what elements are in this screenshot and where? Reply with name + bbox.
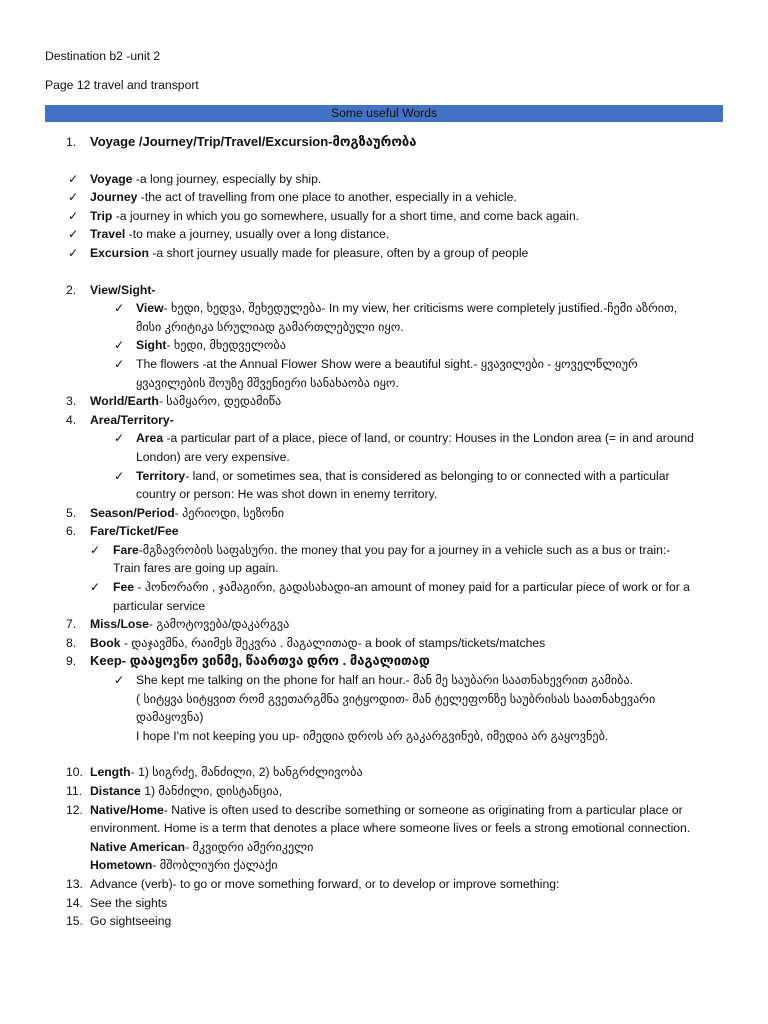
term: View: [136, 301, 164, 316]
list-item: [0, 467, 768, 486]
list-item-4: [0, 411, 768, 430]
item-number: 3.: [66, 394, 77, 409]
item-number: 13.: [66, 876, 83, 891]
definition: - 1) სიგრძე, მანძილი, 2) ხანგრძლივობა: [130, 765, 363, 780]
term: Voyage: [90, 171, 133, 186]
item-number: 14.: [66, 895, 83, 910]
checkmark-icon: ✓: [68, 171, 79, 186]
definition: - მკვიდრი ამერიკელი: [185, 839, 314, 854]
item-title: Book: [90, 635, 121, 650]
item-number: 2.: [66, 282, 77, 297]
list-item: [0, 207, 768, 226]
item-number: 4.: [66, 412, 77, 427]
list-item: [0, 355, 768, 374]
checkmark-icon: ✓: [68, 190, 79, 205]
list-item-1: [0, 133, 768, 152]
list-item: [0, 170, 768, 189]
term: Sight: [136, 338, 167, 353]
list-item: [0, 244, 768, 263]
term: Journey: [90, 190, 138, 205]
item-number: 15.: [66, 914, 83, 929]
term: Trip: [90, 208, 113, 223]
list-item-7: [0, 615, 768, 634]
definition: -a particular part of a place, piece of land, or country: Houses in the London area (= in and around: [163, 431, 694, 446]
vocabulary-list: [0, 133, 768, 931]
list-item-6: [0, 522, 768, 541]
item-title: Voyage /Journey/Trip/Travel/Excursion-მოგზაურობა: [90, 134, 417, 149]
definition: - გამოტოვება/დაკარგვა: [148, 617, 290, 632]
list-item-9: [0, 652, 768, 671]
item-number: 10.: [66, 765, 83, 780]
item-title: Miss/Lose: [90, 617, 149, 632]
section-banner: Some useful Words: [45, 105, 723, 122]
checkmark-icon: ✓: [114, 468, 125, 483]
term: Area: [136, 431, 164, 446]
definition: - დააყოვნო ვინმე, წაართვა დრო . მაგალითად: [121, 653, 430, 669]
item-title: Fare/Ticket/Fee: [90, 524, 179, 539]
checkmark-icon: ✓: [114, 673, 125, 688]
list-item-5: [0, 504, 768, 523]
term: Native American: [90, 839, 186, 854]
definition: - დაჯავშნა, რაიმეს შეკვრა . მაგალითად- a book of stamps/tickets/matches: [120, 635, 546, 650]
definition: - მშობლიური ქალაქი: [152, 858, 278, 873]
list-item: [0, 429, 768, 448]
definition: - Native is often used to describe something or someone as originating from a particular place or: [163, 802, 683, 817]
list-item: [0, 541, 768, 560]
list-item: [0, 336, 768, 355]
term: Travel: [90, 227, 126, 242]
list-item: [0, 578, 768, 597]
definition-continued: Train fares are going up again.: [113, 561, 279, 576]
item-title: Length: [90, 765, 131, 780]
definition: -a long journey, especially by ship.: [132, 171, 322, 186]
checkmark-icon: ✓: [90, 580, 101, 595]
item-text: Advance (verb)- to go or move something forward, or to develop or improve something:: [90, 876, 560, 891]
term: Territory: [136, 468, 186, 483]
definition: - ხედი, ხედვა, შეხედულება- In my view, her criticisms were completely justified.-ჩემი აზრით,: [163, 301, 678, 316]
definition: -a short journey usually made for pleasure, often by a group of people: [148, 245, 529, 260]
list-item-13: [0, 875, 768, 894]
item-number: 8.: [66, 635, 77, 650]
example-text: დამაყოვნა): [136, 710, 204, 725]
checkmark-icon: ✓: [114, 338, 125, 353]
definition: - ჰონორარი , ჯამაგირი, გადასახადი-an amount of money paid for a particular piece of work or for a: [134, 580, 690, 595]
definition-continued: country or person: He was shot down in enemy territory.: [136, 487, 438, 502]
list-item-8: [0, 634, 768, 653]
definition: -a journey in which you go somewhere, usually for a short time, and come back again.: [112, 208, 580, 223]
list-item-12: [0, 801, 768, 820]
checkmark-icon: ✓: [114, 356, 125, 371]
definition-continued: ყვავილების შოუზე მშვენიერი სანახაობა იყო.: [136, 375, 399, 390]
item-title: Distance: [90, 784, 141, 798]
definition-continued: მისი კრიტიკა სრულიად გამართლებული იყო.: [136, 319, 404, 334]
item-title: Season/Period: [90, 505, 175, 520]
checkmark-icon: ✓: [68, 208, 79, 223]
definition: -to make a journey, usually over a long distance.: [125, 227, 390, 242]
example-text: I hope I'm not keeping you up- იმედია დროს არ გაკარგვინებ, იმედია არ გაყოვნებ.: [136, 728, 609, 743]
item-title: Native/Home: [90, 802, 164, 817]
item-number: 1.: [66, 135, 77, 149]
list-item-14: [0, 894, 768, 913]
item-number: 12.: [66, 802, 83, 817]
item-number: 9.: [66, 654, 77, 669]
list-item-11: [0, 782, 768, 801]
definition: - პერიოდი, სეზონი: [174, 505, 285, 520]
term: Fare: [113, 542, 139, 557]
list-item-3: [0, 392, 768, 411]
definition: -the act of travelling from one place to another, especially in a vehicle.: [137, 190, 517, 205]
checkmark-icon: ✓: [68, 245, 79, 260]
term: Fee: [113, 580, 135, 595]
definition: 1) მანძილი, დისტანცია,: [140, 784, 283, 798]
doc-header-line-2: Page 12 travel and transport: [45, 78, 199, 92]
list-item-15: [0, 912, 768, 931]
item-title: Keep: [90, 653, 122, 669]
definition-continued: particular service: [113, 598, 206, 613]
checkmark-icon: ✓: [68, 227, 79, 242]
checkmark-icon: ✓: [90, 542, 101, 557]
list-item: [0, 299, 768, 318]
item-number: 7.: [66, 617, 77, 632]
item-text: Go sightseeing: [90, 914, 172, 929]
item-title: Area/Territory-: [90, 412, 174, 427]
term: Excursion: [90, 245, 149, 260]
checkmark-icon: ✓: [114, 431, 125, 446]
item-number: 11.: [66, 784, 83, 798]
list-item-10: [0, 763, 768, 782]
checkmark-icon: ✓: [114, 301, 125, 316]
item-text: See the sights: [90, 895, 168, 910]
definition: - ხედი, მხედველობა: [166, 338, 286, 353]
list-item: [0, 188, 768, 207]
list-item: [0, 225, 768, 244]
definition: -მგზავრობის საფასური. the money that you pay for a journey in a vehicle such as a bus or train:-: [138, 542, 671, 557]
definition-continued: environment. Home is a term that denotes a place where someone lives or feels a strong emotional connection.: [90, 821, 691, 836]
definition: - სამყარო, დედამიწა: [158, 394, 282, 409]
term: Hometown: [90, 858, 153, 873]
list-item-2: [0, 281, 768, 300]
example-text: She kept me talking on the phone for half an hour.- მან მე საუბარი საათნახევრით გამიბა.: [136, 673, 634, 688]
item-title: View/Sight-: [90, 282, 156, 297]
list-item: [0, 671, 768, 690]
definition: - land, or sometimes sea, that is considered as belonging to or connected with a particular: [185, 468, 670, 483]
example-text: ( სიტყვა სიტყვით რომ გვეთარგმნა ვიტყოდით- მან ტელეფონზე საუბრისას საათნახევარი: [136, 691, 656, 706]
item-title: World/Earth: [90, 394, 159, 409]
item-number: 5.: [66, 505, 77, 520]
doc-header-line-1: Destination b2 -unit 2: [45, 49, 161, 63]
definition-continued: London) are very expensive.: [136, 449, 290, 464]
example-text: The flowers -at the Annual Flower Show were a beautiful sight.- ყვავილები - ყოველწლიურ: [136, 356, 638, 371]
item-number: 6.: [66, 524, 77, 539]
